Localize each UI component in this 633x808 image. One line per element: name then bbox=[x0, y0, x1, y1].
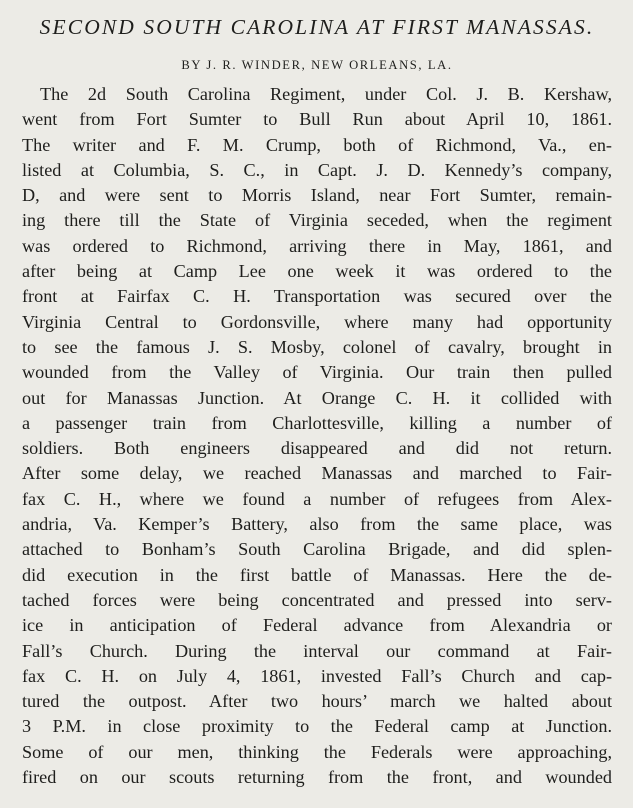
text-line: fax C. H. on July 4, 1861, invested Fall’s Church and cap- bbox=[22, 665, 612, 686]
text-line: a passenger train from Charlottesville, killing a number of bbox=[22, 412, 612, 433]
text-line: The writer and F. M. Crump, both of Richmond, Va., en- bbox=[22, 134, 612, 155]
text-line: The 2d South Carolina Regiment, under Col. J. B. Kershaw, bbox=[40, 84, 612, 104]
text-line: After some delay, we reached Manassas and marched to Fair- bbox=[22, 463, 612, 484]
text-line: tured the outpost. After two hours’ march we halted about bbox=[22, 691, 612, 712]
text-line: did execution in the first battle of Manassas. Here the de- bbox=[22, 564, 612, 585]
text-line: 3 P.M. in close proximity to the Federal camp at Junction. bbox=[22, 716, 612, 737]
article-byline: BY J. R. WINDER, NEW ORLEANS, LA. bbox=[181, 58, 453, 72]
article-body bbox=[22, 82, 612, 790]
text-line: after being at Camp Lee one week it was ordered to the bbox=[22, 261, 612, 282]
text-line: listed at Columbia, S. C., in Capt. J. D. Kennedy’s company, bbox=[22, 159, 612, 180]
text-line: Virginia Central to Gordonsville, where many had opportunity bbox=[22, 311, 612, 332]
text-line: soldiers. Both engineers disappeared and did not return. bbox=[22, 438, 612, 459]
text-line: ice in anticipation of Federal advance from Alexandria or bbox=[22, 615, 612, 636]
text-line: wounded from the Valley of Virginia. Our train then pulled bbox=[22, 362, 612, 383]
text-line: attached to Bonham’s South Carolina Brigade, and did splen- bbox=[22, 539, 612, 560]
text-line: andria, Va. Kemper’s Battery, also from the same place, was bbox=[22, 514, 612, 535]
text-line: tached forces were being concentrated and pressed into serv- bbox=[22, 589, 612, 610]
text-line: front at Fairfax C. H. Transportation was secured over the bbox=[22, 286, 612, 307]
text-line: fired on our scouts returning from the front, and wounded bbox=[22, 767, 612, 788]
article-title: SECOND SOUTH CAROLINA AT FIRST MANASSAS. bbox=[39, 15, 595, 39]
text-line: out for Manassas Junction. At Orange C. H. it collided with bbox=[22, 387, 612, 408]
text-line: fax C. H., where we found a number of refugees from Alex- bbox=[22, 488, 612, 509]
text-line: Fall’s Church. During the interval our command at Fair- bbox=[22, 640, 612, 661]
text-line: was ordered to Richmond, arriving there in May, 1861, and bbox=[22, 235, 612, 256]
text-line: D, and were sent to Morris Island, near Fort Sumter, remain- bbox=[22, 185, 612, 206]
text-line: went from Fort Sumter to Bull Run about April 10, 1861. bbox=[22, 109, 612, 130]
text-line: ing there till the State of Virginia seceded, when the regiment bbox=[22, 210, 612, 231]
text-line: Some of our men, thinking the Federals were approaching, bbox=[22, 741, 612, 762]
text-line: to see the famous J. S. Mosby, colonel of cavalry, brought in bbox=[22, 336, 612, 357]
